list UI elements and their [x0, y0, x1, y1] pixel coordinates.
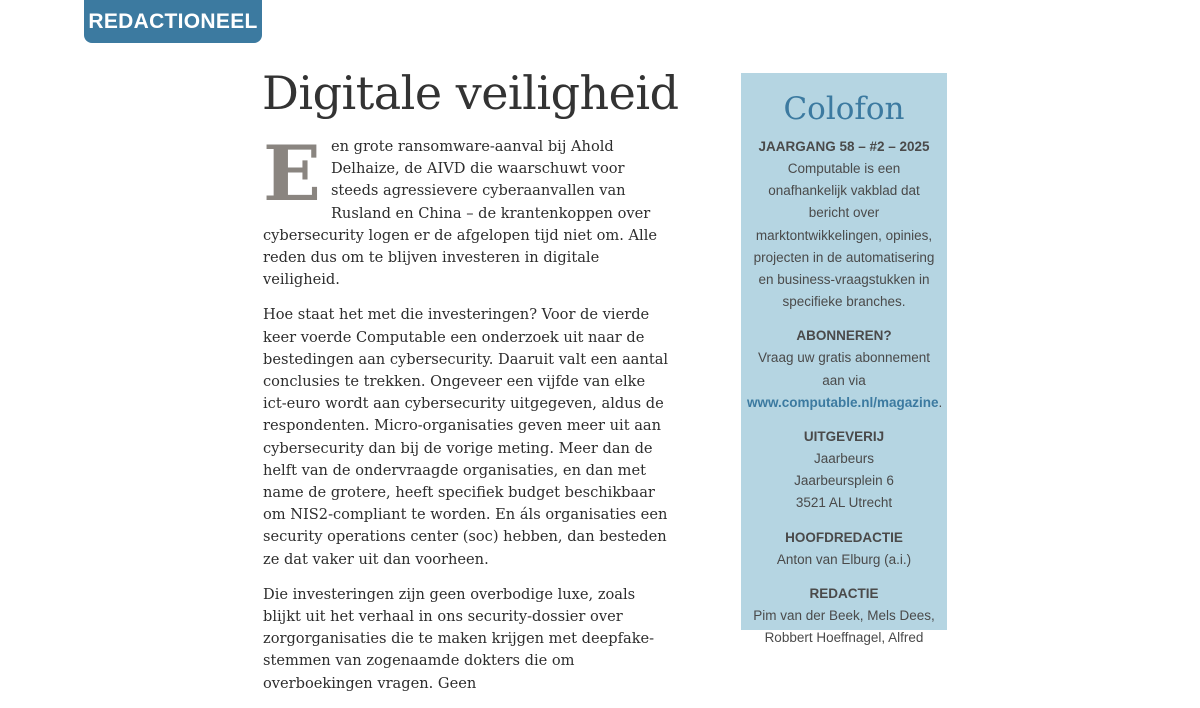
uitgeverij-heading: UITGEVERIJ	[803, 429, 885, 445]
colofon-title: Colofon	[783, 91, 905, 127]
drop-cap: E	[263, 129, 321, 218]
redactie-names: Pim van der Beek, Mels Dees, Robbert Hoeffnagel, Alfred	[753, 607, 935, 646]
abonneren-end: .	[938, 394, 943, 410]
abonneren-heading: ABONNEREN?	[796, 328, 892, 344]
paragraph-3: Die investeringen zijn geen overbodige luxe, zoals blijkt uit het verhaal in ons security-dossier over zorgorganisaties die te maken krijgen met deepfake-stemmen van zogenaamde dokters die om overboekingen vragen. Geen	[263, 585, 655, 692]
paragraph-2: Hoe staat het met die investeringen? Voor de vierde keer voerde Computable een onderzoek uit naar de bestedingen aan cybersecurity. Daaruit valt een aantal conclusies te trekken. Ongeveer een vijfde van elke ict-euro wordt aan cybersecurity uitgegeven, aldus de respondenten. Micro-organisaties geven meer uit aan cybersecurity dan bij de vorige meting. Meer dan de helft van de ondervraagde organisaties, en dan met name de grotere, heeft specifiek budget beschikbaar om NIS2-compliant te worden. En áls organisaties een security operations center (soc) hebben, dan besteden ze dat vaker uit dan voorheen.	[263, 306, 669, 568]
colofon-intro: Computable is een onafhankelijk vakblad dat bericht over marktontwikkelingen, opinies, projecten in de automatisering en business-vraagstukken in specifieke branches.	[753, 161, 935, 310]
jaargang-heading: JAARGANG 58 – #2 – 2025	[758, 139, 930, 154]
article-title: Digitale veiligheid	[262, 66, 679, 120]
colofon-panel	[741, 73, 947, 646]
hoofdredactie-heading: HOOFDREDACTIE	[785, 529, 903, 545]
uitgeverij-name: Jaarbeurs	[813, 451, 875, 467]
uitgeverij-street: Jaarbeursplein 6	[794, 473, 894, 489]
hoofdredactie-name: Anton van Elburg (a.i.)	[776, 551, 912, 567]
magazine-link[interactable]: www.computable.nl/magazine	[747, 394, 939, 410]
article-body	[263, 129, 673, 708]
abonneren-text-body: Vraag uw gratis abonnement aan via	[757, 350, 931, 388]
paragraph-1-text: en grote ransomware-aanval bij Ahold Delhaize, de AIVD die waarschuwt voor steeds agressievere cyberaanvallen van Rusland en China – de krantenkoppen over cybersecurity logen er de afgelopen tijd niet om. Alle reden dus om te blijven investeren in digitale veiligheid.	[263, 138, 658, 289]
redactie-heading: REDACTIE	[809, 585, 879, 601]
abonneren-text	[741, 347, 947, 414]
paragraph-1	[263, 129, 673, 291]
uitgeverij-city: 3521 AL Utrecht	[795, 495, 893, 511]
section-tag: REDACTIONEEL	[84, 0, 262, 43]
